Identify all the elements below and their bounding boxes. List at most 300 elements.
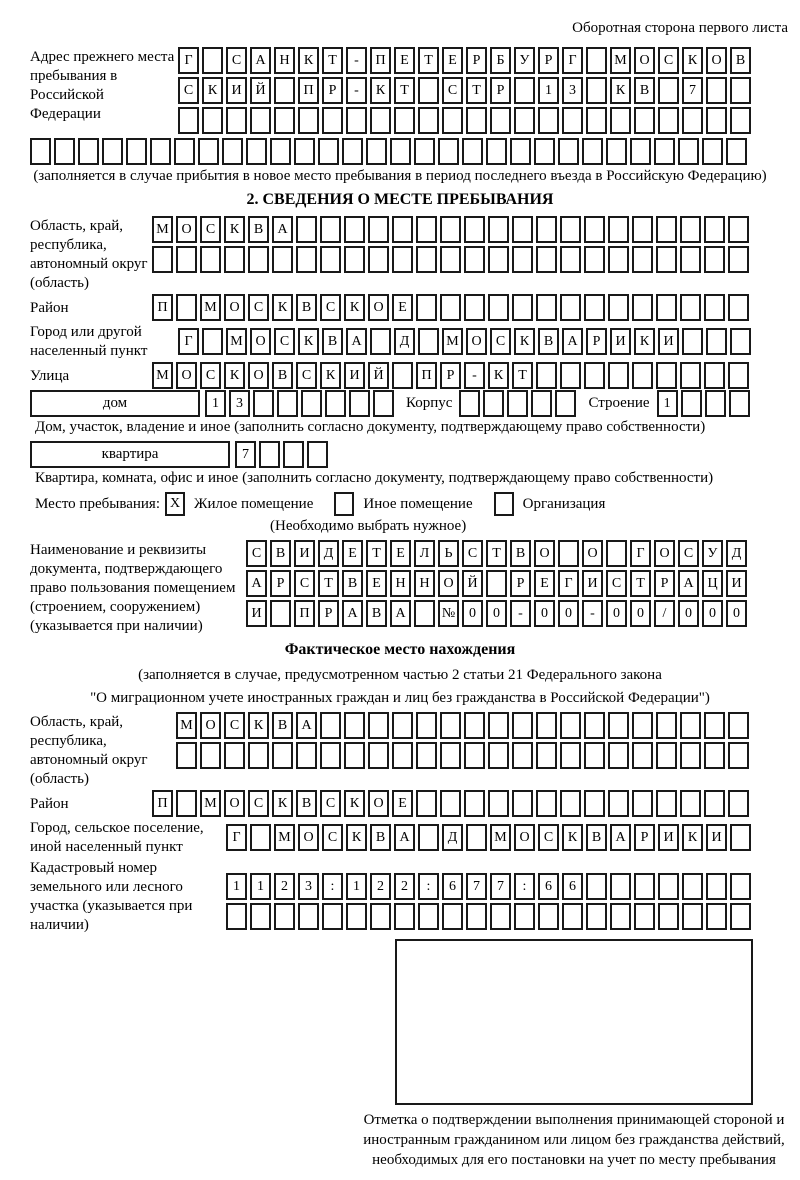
form-cell[interactable]: В xyxy=(272,712,293,739)
form-cell[interactable]: К xyxy=(344,294,365,321)
form-cell[interactable] xyxy=(298,903,319,930)
form-cell[interactable] xyxy=(608,790,629,817)
form-cell[interactable] xyxy=(704,294,725,321)
form-cell[interactable]: В xyxy=(248,216,269,243)
form-cell[interactable]: К xyxy=(346,824,367,851)
form-cell[interactable] xyxy=(514,77,535,104)
form-cell[interactable] xyxy=(274,77,295,104)
form-cell[interactable]: П xyxy=(152,790,173,817)
form-cell[interactable]: А xyxy=(346,328,367,355)
form-cell[interactable]: Р xyxy=(586,328,607,355)
form-cell[interactable]: П xyxy=(416,362,437,389)
form-cell[interactable]: : xyxy=(514,873,535,900)
form-cell[interactable] xyxy=(440,712,461,739)
form-cell[interactable]: С xyxy=(658,47,679,74)
form-cell[interactable]: С xyxy=(538,824,559,851)
form-cell[interactable]: Н xyxy=(390,570,411,597)
form-cell[interactable] xyxy=(608,712,629,739)
form-cell[interactable] xyxy=(394,903,415,930)
form-cell[interactable]: У xyxy=(514,47,535,74)
form-cell[interactable] xyxy=(464,216,485,243)
form-cell[interactable] xyxy=(512,294,533,321)
form-cell[interactable] xyxy=(728,712,749,739)
form-cell[interactable] xyxy=(464,246,485,273)
form-cell[interactable]: Е xyxy=(342,540,363,567)
form-cell[interactable] xyxy=(272,742,293,769)
form-cell[interactable] xyxy=(562,903,583,930)
form-cell[interactable]: В xyxy=(586,824,607,851)
form-cell[interactable]: Ц xyxy=(702,570,723,597)
form-cell[interactable] xyxy=(634,903,655,930)
form-cell[interactable] xyxy=(370,903,391,930)
form-cell[interactable]: О xyxy=(200,712,221,739)
form-cell[interactable] xyxy=(226,107,247,134)
form-cell[interactable] xyxy=(730,77,751,104)
form-cell[interactable]: А xyxy=(272,216,293,243)
form-cell[interactable] xyxy=(680,742,701,769)
form-cell[interactable] xyxy=(682,873,703,900)
form-cell[interactable]: 7 xyxy=(682,77,703,104)
form-cell[interactable]: 1 xyxy=(250,873,271,900)
form-cell[interactable]: О xyxy=(368,294,389,321)
form-cell[interactable]: О xyxy=(176,216,197,243)
form-cell[interactable]: С xyxy=(322,824,343,851)
form-cell[interactable]: 2 xyxy=(394,873,415,900)
form-cell[interactable]: В xyxy=(510,540,531,567)
form-cell[interactable]: С xyxy=(294,570,315,597)
form-cell[interactable]: С xyxy=(200,362,221,389)
form-cell[interactable]: А xyxy=(562,328,583,355)
form-cell[interactable] xyxy=(346,107,367,134)
form-cell[interactable]: О xyxy=(176,362,197,389)
form-cell[interactable] xyxy=(102,138,123,165)
form-cell[interactable] xyxy=(630,138,651,165)
form-cell[interactable]: С xyxy=(248,790,269,817)
form-cell[interactable]: О xyxy=(250,328,271,355)
form-cell[interactable] xyxy=(373,390,394,417)
form-cell[interactable] xyxy=(440,790,461,817)
form-cell[interactable] xyxy=(536,712,557,739)
form-cell[interactable]: - xyxy=(582,600,603,627)
form-cell[interactable]: П xyxy=(294,600,315,627)
form-cell[interactable] xyxy=(370,328,391,355)
form-cell[interactable] xyxy=(706,873,727,900)
form-cell[interactable]: № xyxy=(438,600,459,627)
form-cell[interactable] xyxy=(274,903,295,930)
form-cell[interactable] xyxy=(682,107,703,134)
form-cell[interactable]: Д xyxy=(726,540,747,567)
form-cell[interactable]: Е xyxy=(394,47,415,74)
form-cell[interactable] xyxy=(538,107,559,134)
form-cell[interactable] xyxy=(418,77,439,104)
form-cell[interactable] xyxy=(680,712,701,739)
form-cell[interactable] xyxy=(654,138,675,165)
form-cell[interactable]: О xyxy=(582,540,603,567)
form-cell[interactable]: 2 xyxy=(274,873,295,900)
form-cell[interactable]: О xyxy=(706,47,727,74)
form-cell[interactable] xyxy=(418,107,439,134)
form-cell[interactable]: И xyxy=(246,600,267,627)
form-cell[interactable] xyxy=(582,138,603,165)
form-cell[interactable] xyxy=(438,138,459,165)
form-cell[interactable] xyxy=(459,390,480,417)
form-cell[interactable]: М xyxy=(610,47,631,74)
form-cell[interactable] xyxy=(728,362,749,389)
form-cell[interactable]: - xyxy=(510,600,531,627)
form-cell[interactable]: 0 xyxy=(702,600,723,627)
form-cell[interactable] xyxy=(253,390,274,417)
form-cell[interactable]: Т xyxy=(322,47,343,74)
form-cell[interactable]: 6 xyxy=(538,873,559,900)
form-cell[interactable] xyxy=(320,246,341,273)
form-cell[interactable]: - xyxy=(464,362,485,389)
form-cell[interactable] xyxy=(560,216,581,243)
form-cell[interactable] xyxy=(558,540,579,567)
form-cell[interactable] xyxy=(706,328,727,355)
form-cell[interactable] xyxy=(538,903,559,930)
form-cell[interactable]: В xyxy=(296,790,317,817)
form-cell[interactable]: Б xyxy=(490,47,511,74)
form-cell[interactable] xyxy=(250,107,271,134)
form-cell[interactable]: К xyxy=(272,790,293,817)
form-cell[interactable]: К xyxy=(514,328,535,355)
form-cell[interactable]: Л xyxy=(414,540,435,567)
form-cell[interactable]: Е xyxy=(392,790,413,817)
form-cell[interactable]: К xyxy=(370,77,391,104)
form-cell[interactable] xyxy=(658,903,679,930)
form-cell[interactable]: С xyxy=(200,216,221,243)
form-cell[interactable]: И xyxy=(706,824,727,851)
form-cell[interactable] xyxy=(610,903,631,930)
form-cell[interactable] xyxy=(466,107,487,134)
form-cell[interactable] xyxy=(294,138,315,165)
form-cell[interactable] xyxy=(126,138,147,165)
form-cell[interactable] xyxy=(512,712,533,739)
form-cell[interactable]: Т xyxy=(366,540,387,567)
form-cell[interactable]: К xyxy=(634,328,655,355)
form-cell[interactable]: О xyxy=(438,570,459,597)
form-cell[interactable]: Р xyxy=(440,362,461,389)
form-cell[interactable]: И xyxy=(658,824,679,851)
form-cell[interactable] xyxy=(464,294,485,321)
form-cell[interactable] xyxy=(558,138,579,165)
form-cell[interactable]: К xyxy=(682,47,703,74)
form-cell[interactable]: Т xyxy=(418,47,439,74)
form-cell[interactable] xyxy=(555,390,576,417)
form-cell[interactable] xyxy=(298,107,319,134)
form-cell[interactable]: А xyxy=(678,570,699,597)
form-cell[interactable]: С xyxy=(490,328,511,355)
form-cell[interactable] xyxy=(584,362,605,389)
form-cell[interactable]: - xyxy=(346,77,367,104)
form-cell[interactable] xyxy=(610,873,631,900)
form-cell[interactable]: В xyxy=(730,47,751,74)
form-cell[interactable]: О xyxy=(248,362,269,389)
form-cell[interactable] xyxy=(729,390,750,417)
form-cell[interactable] xyxy=(226,903,247,930)
form-cell[interactable] xyxy=(584,712,605,739)
form-cell[interactable] xyxy=(656,362,677,389)
form-cell[interactable]: О xyxy=(654,540,675,567)
form-cell[interactable]: 6 xyxy=(562,873,583,900)
form-cell[interactable] xyxy=(416,712,437,739)
form-cell[interactable] xyxy=(608,294,629,321)
form-cell[interactable]: К xyxy=(298,328,319,355)
form-cell[interactable] xyxy=(392,246,413,273)
form-cell[interactable]: С xyxy=(226,47,247,74)
form-cell[interactable]: С xyxy=(320,294,341,321)
form-cell[interactable] xyxy=(416,790,437,817)
form-cell[interactable] xyxy=(730,903,751,930)
form-cell[interactable]: С xyxy=(274,328,295,355)
form-cell[interactable]: М xyxy=(152,216,173,243)
form-cell[interactable]: Е xyxy=(392,294,413,321)
form-cell[interactable] xyxy=(728,294,749,321)
form-cell[interactable]: С xyxy=(678,540,699,567)
form-cell[interactable]: 7 xyxy=(490,873,511,900)
residential-checkbox[interactable] xyxy=(165,492,185,516)
form-cell[interactable]: В xyxy=(366,600,387,627)
form-cell[interactable] xyxy=(224,246,245,273)
form-cell[interactable]: Г xyxy=(630,540,651,567)
form-cell[interactable] xyxy=(560,790,581,817)
form-cell[interactable] xyxy=(658,873,679,900)
form-cell[interactable] xyxy=(680,246,701,273)
form-cell[interactable]: П xyxy=(298,77,319,104)
form-cell[interactable] xyxy=(320,712,341,739)
form-cell[interactable] xyxy=(416,246,437,273)
form-cell[interactable]: 0 xyxy=(534,600,555,627)
form-cell[interactable] xyxy=(222,138,243,165)
form-cell[interactable]: К xyxy=(682,824,703,851)
form-cell[interactable] xyxy=(366,138,387,165)
form-cell[interactable] xyxy=(531,390,552,417)
organization-checkbox[interactable] xyxy=(494,492,514,516)
form-cell[interactable] xyxy=(344,246,365,273)
form-cell[interactable] xyxy=(246,138,267,165)
form-cell[interactable]: 1 xyxy=(346,873,367,900)
form-cell[interactable]: Г xyxy=(178,328,199,355)
form-cell[interactable] xyxy=(488,246,509,273)
form-cell[interactable] xyxy=(418,328,439,355)
form-cell[interactable] xyxy=(586,47,607,74)
form-cell[interactable] xyxy=(608,362,629,389)
form-cell[interactable]: 2 xyxy=(370,873,391,900)
form-cell[interactable] xyxy=(512,216,533,243)
form-cell[interactable]: 1 xyxy=(657,390,678,417)
form-cell[interactable] xyxy=(152,246,173,273)
form-cell[interactable]: И xyxy=(344,362,365,389)
form-cell[interactable] xyxy=(728,216,749,243)
form-cell[interactable] xyxy=(320,742,341,769)
form-cell[interactable] xyxy=(202,47,223,74)
form-cell[interactable] xyxy=(634,107,655,134)
form-cell[interactable] xyxy=(440,246,461,273)
form-cell[interactable]: Р xyxy=(538,47,559,74)
form-cell[interactable] xyxy=(656,712,677,739)
form-cell[interactable] xyxy=(418,824,439,851)
form-cell[interactable]: Й xyxy=(462,570,483,597)
form-cell[interactable]: Д xyxy=(394,328,415,355)
form-cell[interactable] xyxy=(658,77,679,104)
form-cell[interactable] xyxy=(632,712,653,739)
form-cell[interactable] xyxy=(416,742,437,769)
form-cell[interactable] xyxy=(488,742,509,769)
form-cell[interactable]: В xyxy=(322,328,343,355)
form-cell[interactable]: С xyxy=(606,570,627,597)
form-cell[interactable] xyxy=(632,742,653,769)
form-cell[interactable] xyxy=(680,362,701,389)
form-cell[interactable] xyxy=(464,790,485,817)
form-cell[interactable]: 3 xyxy=(229,390,250,417)
form-cell[interactable] xyxy=(274,107,295,134)
form-cell[interactable] xyxy=(728,742,749,769)
form-cell[interactable] xyxy=(224,742,245,769)
form-cell[interactable] xyxy=(656,742,677,769)
form-cell[interactable] xyxy=(490,107,511,134)
form-cell[interactable] xyxy=(325,390,346,417)
form-cell[interactable]: 0 xyxy=(678,600,699,627)
form-cell[interactable]: Д xyxy=(318,540,339,567)
form-cell[interactable]: И xyxy=(726,570,747,597)
form-cell[interactable] xyxy=(440,742,461,769)
form-cell[interactable] xyxy=(704,246,725,273)
form-cell[interactable] xyxy=(283,441,304,468)
form-cell[interactable]: С xyxy=(224,712,245,739)
form-cell[interactable] xyxy=(584,294,605,321)
form-cell[interactable]: : xyxy=(322,873,343,900)
form-cell[interactable] xyxy=(486,570,507,597)
form-cell[interactable]: О xyxy=(298,824,319,851)
form-cell[interactable] xyxy=(704,216,725,243)
form-cell[interactable] xyxy=(586,903,607,930)
form-cell[interactable] xyxy=(176,294,197,321)
form-cell[interactable] xyxy=(250,824,271,851)
form-cell[interactable] xyxy=(248,742,269,769)
form-cell[interactable]: И xyxy=(658,328,679,355)
form-cell[interactable] xyxy=(483,390,504,417)
form-cell[interactable] xyxy=(198,138,219,165)
form-cell[interactable] xyxy=(490,903,511,930)
form-cell[interactable] xyxy=(442,903,463,930)
form-cell[interactable]: У xyxy=(702,540,723,567)
form-cell[interactable]: С xyxy=(462,540,483,567)
form-cell[interactable] xyxy=(730,873,751,900)
form-cell[interactable]: Т xyxy=(630,570,651,597)
form-cell[interactable]: М xyxy=(152,362,173,389)
form-cell[interactable]: 3 xyxy=(298,873,319,900)
form-cell[interactable]: Г xyxy=(562,47,583,74)
form-cell[interactable]: С xyxy=(178,77,199,104)
form-cell[interactable]: С xyxy=(248,294,269,321)
form-cell[interactable] xyxy=(368,246,389,273)
form-cell[interactable]: М xyxy=(490,824,511,851)
form-cell[interactable] xyxy=(730,107,751,134)
form-cell[interactable] xyxy=(632,790,653,817)
form-cell[interactable] xyxy=(678,138,699,165)
form-cell[interactable]: С xyxy=(246,540,267,567)
form-cell[interactable] xyxy=(466,824,487,851)
form-cell[interactable] xyxy=(392,216,413,243)
form-cell[interactable] xyxy=(608,216,629,243)
form-cell[interactable] xyxy=(632,216,653,243)
form-cell[interactable] xyxy=(586,107,607,134)
form-cell[interactable]: Г xyxy=(226,824,247,851)
form-cell[interactable]: 0 xyxy=(630,600,651,627)
form-cell[interactable]: Р xyxy=(510,570,531,597)
form-cell[interactable] xyxy=(464,742,485,769)
form-cell[interactable] xyxy=(54,138,75,165)
form-cell[interactable] xyxy=(416,216,437,243)
form-cell[interactable]: А xyxy=(246,570,267,597)
form-cell[interactable]: 0 xyxy=(726,600,747,627)
form-cell[interactable]: 1 xyxy=(538,77,559,104)
form-cell[interactable]: М xyxy=(274,824,295,851)
form-cell[interactable]: П xyxy=(152,294,173,321)
form-cell[interactable]: 1 xyxy=(205,390,226,417)
form-cell[interactable]: В xyxy=(272,362,293,389)
form-cell[interactable] xyxy=(250,903,271,930)
form-cell[interactable]: Е xyxy=(390,540,411,567)
form-cell[interactable]: О xyxy=(224,790,245,817)
form-cell[interactable] xyxy=(560,712,581,739)
form-cell[interactable]: А xyxy=(296,712,317,739)
form-cell[interactable] xyxy=(514,107,535,134)
form-cell[interactable]: К xyxy=(224,362,245,389)
other-premises-checkbox[interactable] xyxy=(334,492,354,516)
form-cell[interactable]: Р xyxy=(322,77,343,104)
form-cell[interactable] xyxy=(488,712,509,739)
form-cell[interactable] xyxy=(342,138,363,165)
form-cell[interactable] xyxy=(370,107,391,134)
form-cell[interactable] xyxy=(416,294,437,321)
form-cell[interactable] xyxy=(584,742,605,769)
form-cell[interactable]: К xyxy=(562,824,583,851)
form-cell[interactable] xyxy=(702,138,723,165)
form-cell[interactable] xyxy=(534,138,555,165)
form-cell[interactable] xyxy=(512,742,533,769)
form-cell[interactable] xyxy=(536,742,557,769)
form-cell[interactable] xyxy=(462,138,483,165)
form-cell[interactable]: 3 xyxy=(562,77,583,104)
form-cell[interactable]: Т xyxy=(486,540,507,567)
form-cell[interactable] xyxy=(728,790,749,817)
form-cell[interactable] xyxy=(318,138,339,165)
form-cell[interactable] xyxy=(560,742,581,769)
form-cell[interactable] xyxy=(307,441,328,468)
form-cell[interactable] xyxy=(270,138,291,165)
form-cell[interactable] xyxy=(200,246,221,273)
form-cell[interactable]: Г xyxy=(178,47,199,74)
form-cell[interactable]: И xyxy=(610,328,631,355)
form-cell[interactable] xyxy=(392,742,413,769)
form-cell[interactable] xyxy=(680,216,701,243)
form-cell[interactable] xyxy=(488,790,509,817)
form-cell[interactable] xyxy=(78,138,99,165)
form-cell[interactable] xyxy=(560,362,581,389)
form-cell[interactable]: А xyxy=(610,824,631,851)
form-cell[interactable]: Д xyxy=(442,824,463,851)
form-cell[interactable] xyxy=(296,742,317,769)
form-cell[interactable]: Ь xyxy=(438,540,459,567)
form-cell[interactable]: 0 xyxy=(462,600,483,627)
form-cell[interactable]: Е xyxy=(442,47,463,74)
form-cell[interactable] xyxy=(728,246,749,273)
form-cell[interactable] xyxy=(656,246,677,273)
form-cell[interactable] xyxy=(418,903,439,930)
form-cell[interactable]: 0 xyxy=(558,600,579,627)
form-cell[interactable] xyxy=(344,742,365,769)
